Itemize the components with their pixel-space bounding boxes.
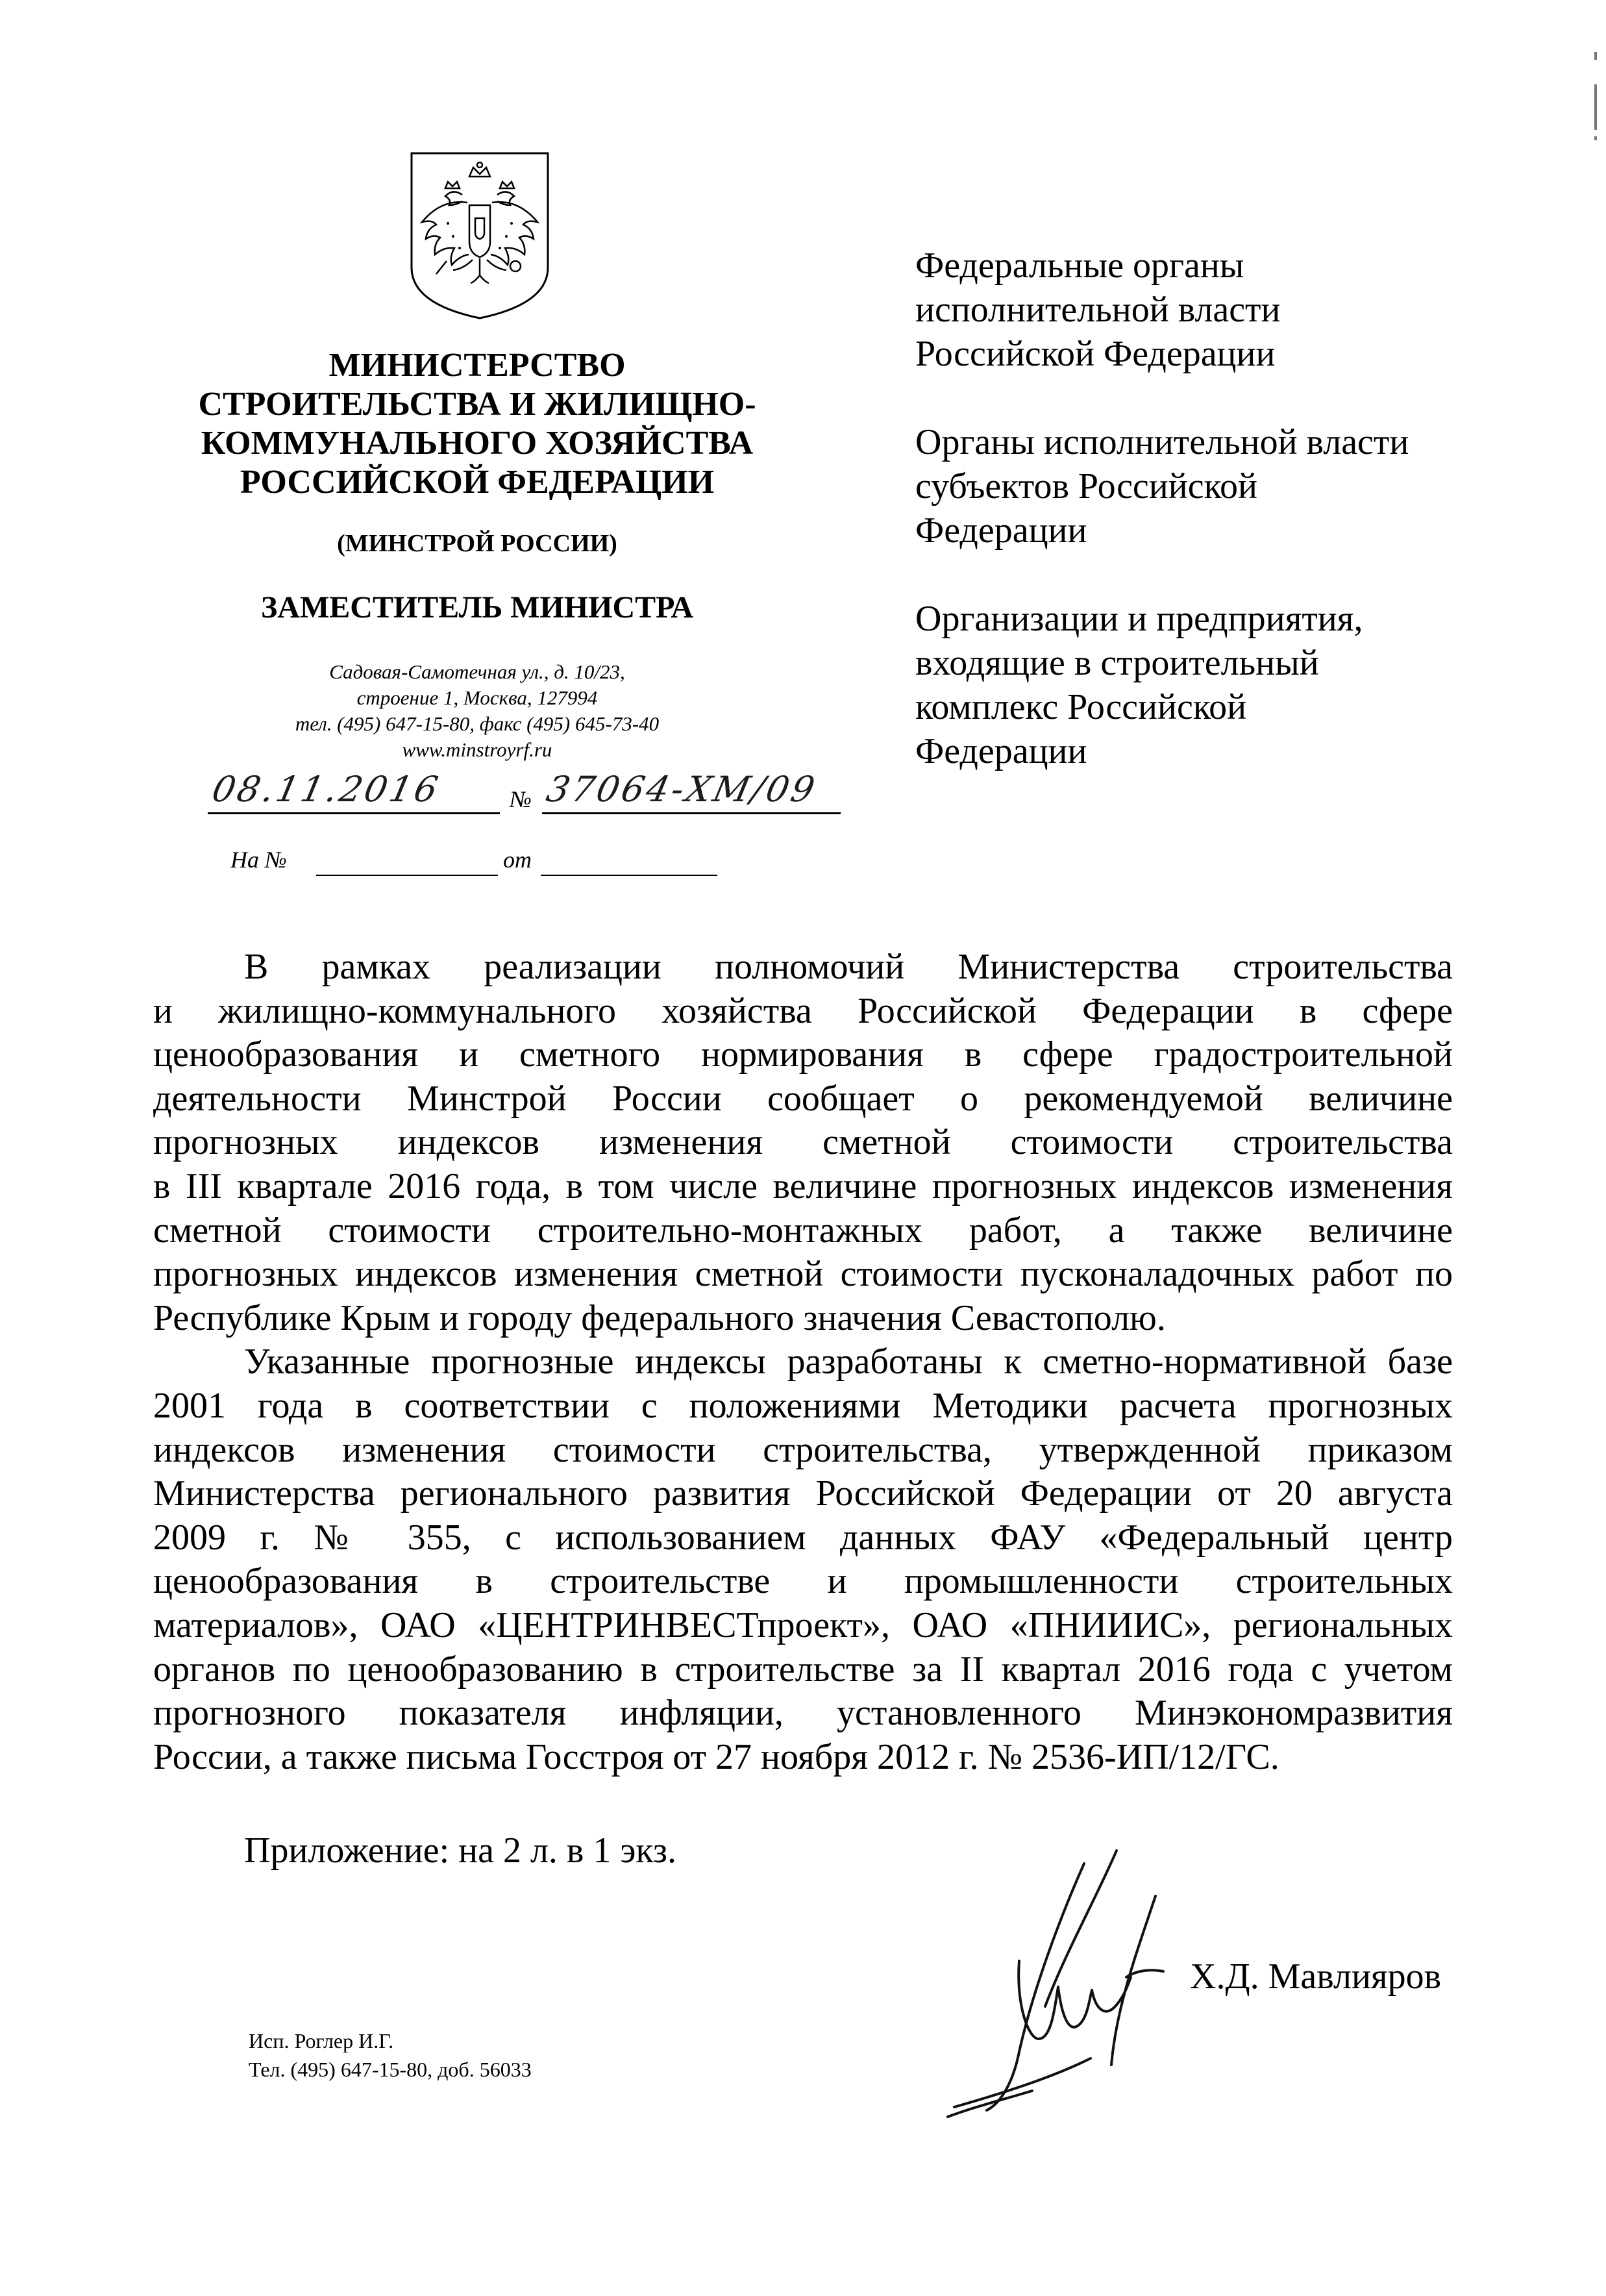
- body-line: Министерства регионального развития Российской Федерации от 20 августа: [153, 1473, 1453, 1514]
- body-line: прогнозных индексов изменения сметной стоимости пусконаладочных работ по: [153, 1254, 1453, 1295]
- body-line: ценообразования и сметного нормирования в сфере градостроительной: [153, 1034, 1453, 1075]
- binding-mark: [1594, 84, 1597, 130]
- body-line: прогнозного показателя инфляции, установленного Минэкономразвития: [153, 1693, 1453, 1734]
- addressee-line: исполнительной власти: [915, 290, 1281, 330]
- attachment-note: Приложение: на 2 л. в 1 экз.: [244, 1830, 676, 1871]
- reference-number-label: На №: [230, 847, 287, 873]
- addressee: [915, 420, 1564, 553]
- body-line: В рамках реализации полномочий Министерства строительства: [244, 947, 1453, 987]
- addressee-list: [915, 243, 1564, 817]
- addressee: [915, 597, 1564, 773]
- body-line: материалов», ОАО «ЦЕНТРИНВЕСТпроект», ОАО «ПНИИИС», региональных: [153, 1604, 1453, 1645]
- reference-date-label: от: [503, 847, 532, 873]
- addressee-line: Организации и предприятия,: [915, 599, 1363, 639]
- position-title: ЗАМЕСТИТЕЛЬ МИНИСТРА: [260, 590, 694, 625]
- coat-of-arms-icon: [408, 151, 552, 321]
- signer-name: Х.Д. Мавлияров: [1190, 1956, 1442, 1997]
- executor-name: Исп. Роглер И.Г.: [249, 2029, 394, 2053]
- body-line: Республике Крым и городу федерального значения Севастополю.: [153, 1297, 1166, 1338]
- binding-mark: [1594, 52, 1597, 60]
- addressee-line: Российской Федерации: [915, 334, 1276, 374]
- ministry-name-line: КОММУНАЛЬНОГО ХОЗЯЙСТВА: [201, 425, 754, 462]
- ministry-address: [156, 659, 798, 763]
- addressee-line: Федерации: [915, 731, 1087, 771]
- body-line: Указанные прогнозные индексы разработаны к сметно-нормативной базе: [244, 1341, 1453, 1382]
- reference-date-blank: [541, 875, 717, 876]
- addressee-line: комплекс Российской: [915, 687, 1247, 727]
- ministry-name: [156, 346, 798, 502]
- ministry-short-name: (МИНСТРОЙ РОССИИ): [337, 530, 617, 557]
- addressee: [915, 243, 1564, 376]
- body-line: России, а также письма Госстроя от 27 ноября 2012 г. № 2536-ИП/12/ГС.: [153, 1736, 1279, 1777]
- body-paragraph: [153, 945, 1453, 1340]
- registration-date-field: [208, 768, 500, 814]
- body-line: органов по ценообразованию в строительстве за II квартал 2016 года с учетом: [153, 1649, 1453, 1690]
- ministry-name-line: МИНИСТЕРСТВО: [328, 347, 626, 384]
- executor-info: [249, 2027, 532, 2084]
- body-line: деятельности Минстрой России сообщает о рекомендуемой величине: [153, 1078, 1453, 1119]
- address-line: Садовая-Самотечная ул., д. 10/23,: [329, 660, 625, 683]
- body-paragraph: [153, 1340, 1453, 1779]
- ministry-name-line: СТРОИТЕЛЬСТВА И ЖИЛИЩНО-: [198, 386, 756, 423]
- addressee-line: входящие в строительный: [915, 643, 1319, 683]
- addressee-line: субъектов Российской: [915, 466, 1257, 506]
- executor-phone: Тел. (495) 647-15-80, доб. 56033: [249, 2058, 532, 2081]
- registration-number: 37064-ХМ/09: [543, 769, 821, 810]
- body-line: в III квартале 2016 года, в том числе величине прогнозных индексов изменения: [153, 1166, 1453, 1206]
- letter-body: [153, 945, 1453, 1779]
- body-line: прогнозных индексов изменения сметной стоимости строительства: [153, 1122, 1453, 1163]
- body-line: сметной стоимости строительно-монтажных работ, а также величине: [153, 1210, 1453, 1251]
- body-line: индексов изменения стоимости строительства, утвержденной приказом: [153, 1429, 1453, 1470]
- registration-number-label: №: [510, 786, 532, 812]
- registration-date: 08.11.2016: [208, 769, 444, 810]
- binding-mark: [1594, 136, 1597, 140]
- body-line: 2009 г. № 355, с использованием данных ФАУ «Федеральный центр: [153, 1517, 1453, 1558]
- body-line: и жилищно-коммунального хозяйства Российской Федерации в сфере: [153, 990, 1453, 1031]
- body-line: 2001 года в соответствии с положениями Методики расчета прогнозных: [153, 1385, 1453, 1426]
- addressee-line: Федерации: [915, 510, 1087, 551]
- address-line: тел. (495) 647-15-80, факс (495) 645-73-40: [295, 712, 660, 735]
- ministry-name-line: РОССИЙСКОЙ ФЕДЕРАЦИИ: [240, 464, 715, 501]
- address-line: строение 1, Москва, 127994: [356, 686, 598, 709]
- reference-number-blank: [316, 875, 498, 876]
- body-line: ценообразования в строительстве и промышленности строительных: [153, 1561, 1453, 1602]
- website-url: www.minstroyrf.ru: [402, 738, 552, 761]
- addressee-line: Органы исполнительной власти: [915, 422, 1409, 462]
- addressee-line: Федеральные органы: [915, 245, 1244, 286]
- registration-number-field: [542, 768, 841, 814]
